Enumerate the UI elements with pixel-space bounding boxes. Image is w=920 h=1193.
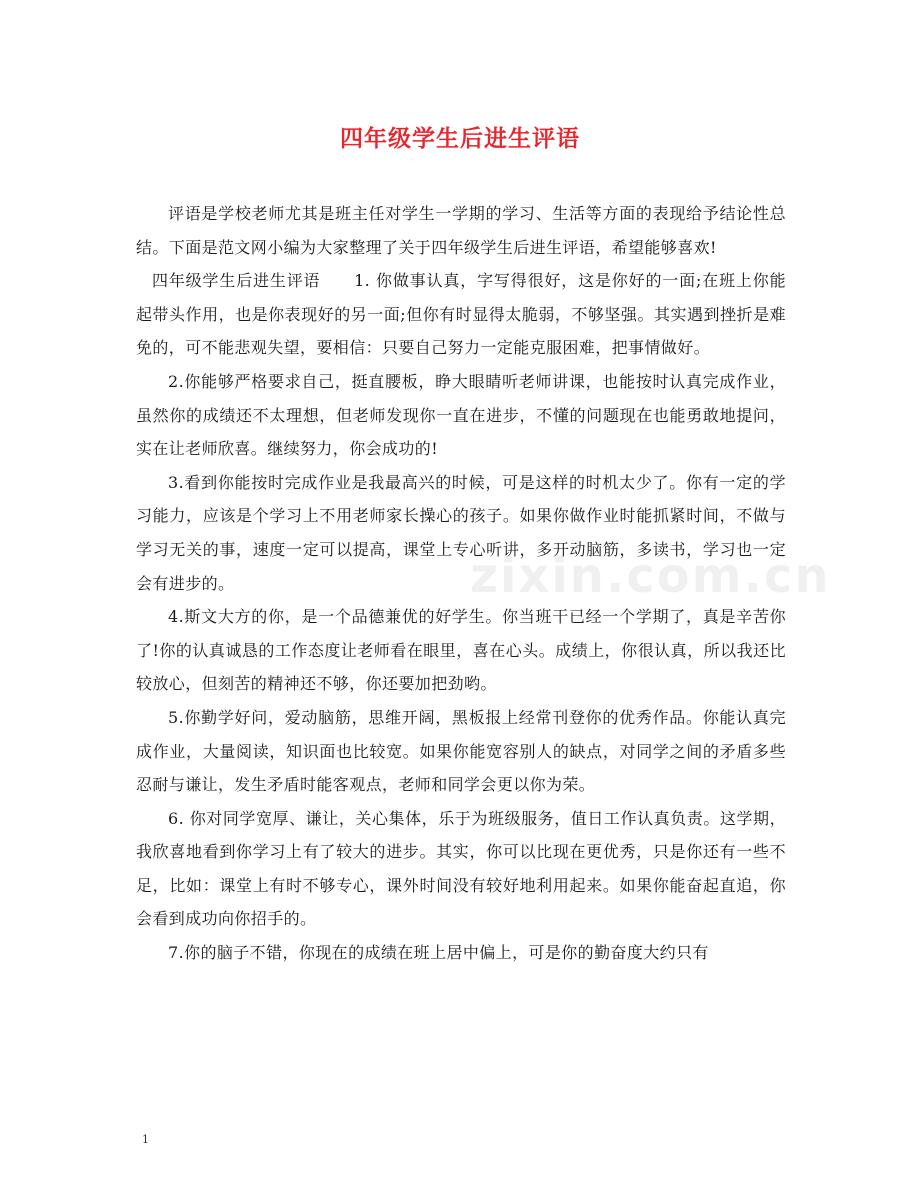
comment-paragraph-3: 3.看到你能按时完成作业是我最高兴的时候，可是这样的时机太少了。你有一定的学习能力，应该是个学习上不用老师家长操心的孩子。如果你做作业时能抓紧时间，不做与学习无关的事，速度一定可以提高，课堂上专心听讲，多开动脑筋，多读书，学习也一定会有进步的。 (136, 472, 786, 593)
comment-paragraph-6: 6. 你对同学宽厚、谦让，关心集体，乐于为班级服务，值日工作认真负责。这学期，我欣喜地看到你学习上有了较大的进步。其实，你可以比现在更优秀，只是你还有一些不足，比如：课堂上有时不够专心，课外时间没有较好地利用起来。如果你能奋起直追，你会看到成功向你招手的。 (136, 808, 786, 929)
comment-paragraph-2: 2.你能够严格要求自己，挺直腰板，睁大眼睛听老师讲课，也能按时认真完成作业，虽然你的成绩还不太理想，但老师发现你一直在进步，不懂的问题现在也能勇敢地提问，实在让老师欣喜。继续努力，你会成功的! (136, 371, 786, 459)
comment-paragraph-5: 5.你勤学好问，爱动脑筋，思维开阔，黑板报上经常刊登你的优秀作品。你能认真完成作业，大量阅读，知识面也比较宽。如果你能宽容别人的缺点，对同学之间的矛盾多些忍耐与谦让，发生矛盾时能客观点，老师和同学会更以你为荣。 (136, 707, 786, 795)
comment-paragraph-1: 四年级学生后进生评语 1. 你做事认真，字写得很好，这是你好的一面;在班上你能起带头作用，也是你表现好的另一面;但你有时显得太脆弱，不够坚强。其实遇到挫折是难免的，可不能悲观失望，要相信：只要自己努力一定能克服困难，把事情做好。 (136, 271, 786, 358)
document-body (136, 197, 786, 970)
comment-paragraph-4: 4.斯文大方的你，是一个品德兼优的好学生。你当班干已经一个学期了，真是辛苦你了!你的认真诚恳的工作态度让老师看在眼里，喜在心头。成绩上，你很认真，所以我还比较放心，但刻苦的精神还不够，你还要加把劲哟。 (136, 607, 786, 694)
intro-paragraph: 评语是学校老师尤其是班主任对学生一学期的学习、生活等方面的表现给予结论性总结。下面是范文网小编为大家整理了关于四年级学生后进生评语，希望能够喜欢! (136, 204, 786, 257)
page-number: 1 (142, 1133, 149, 1146)
document-title: 四年级学生后进生评语 (340, 125, 580, 152)
watermark: zixin.com.cn (470, 548, 831, 604)
comment-paragraph-7: 7.你的脑子不错，你现在的成绩在班上居中偏上，可是你的勤奋度大约只有 (168, 943, 709, 963)
